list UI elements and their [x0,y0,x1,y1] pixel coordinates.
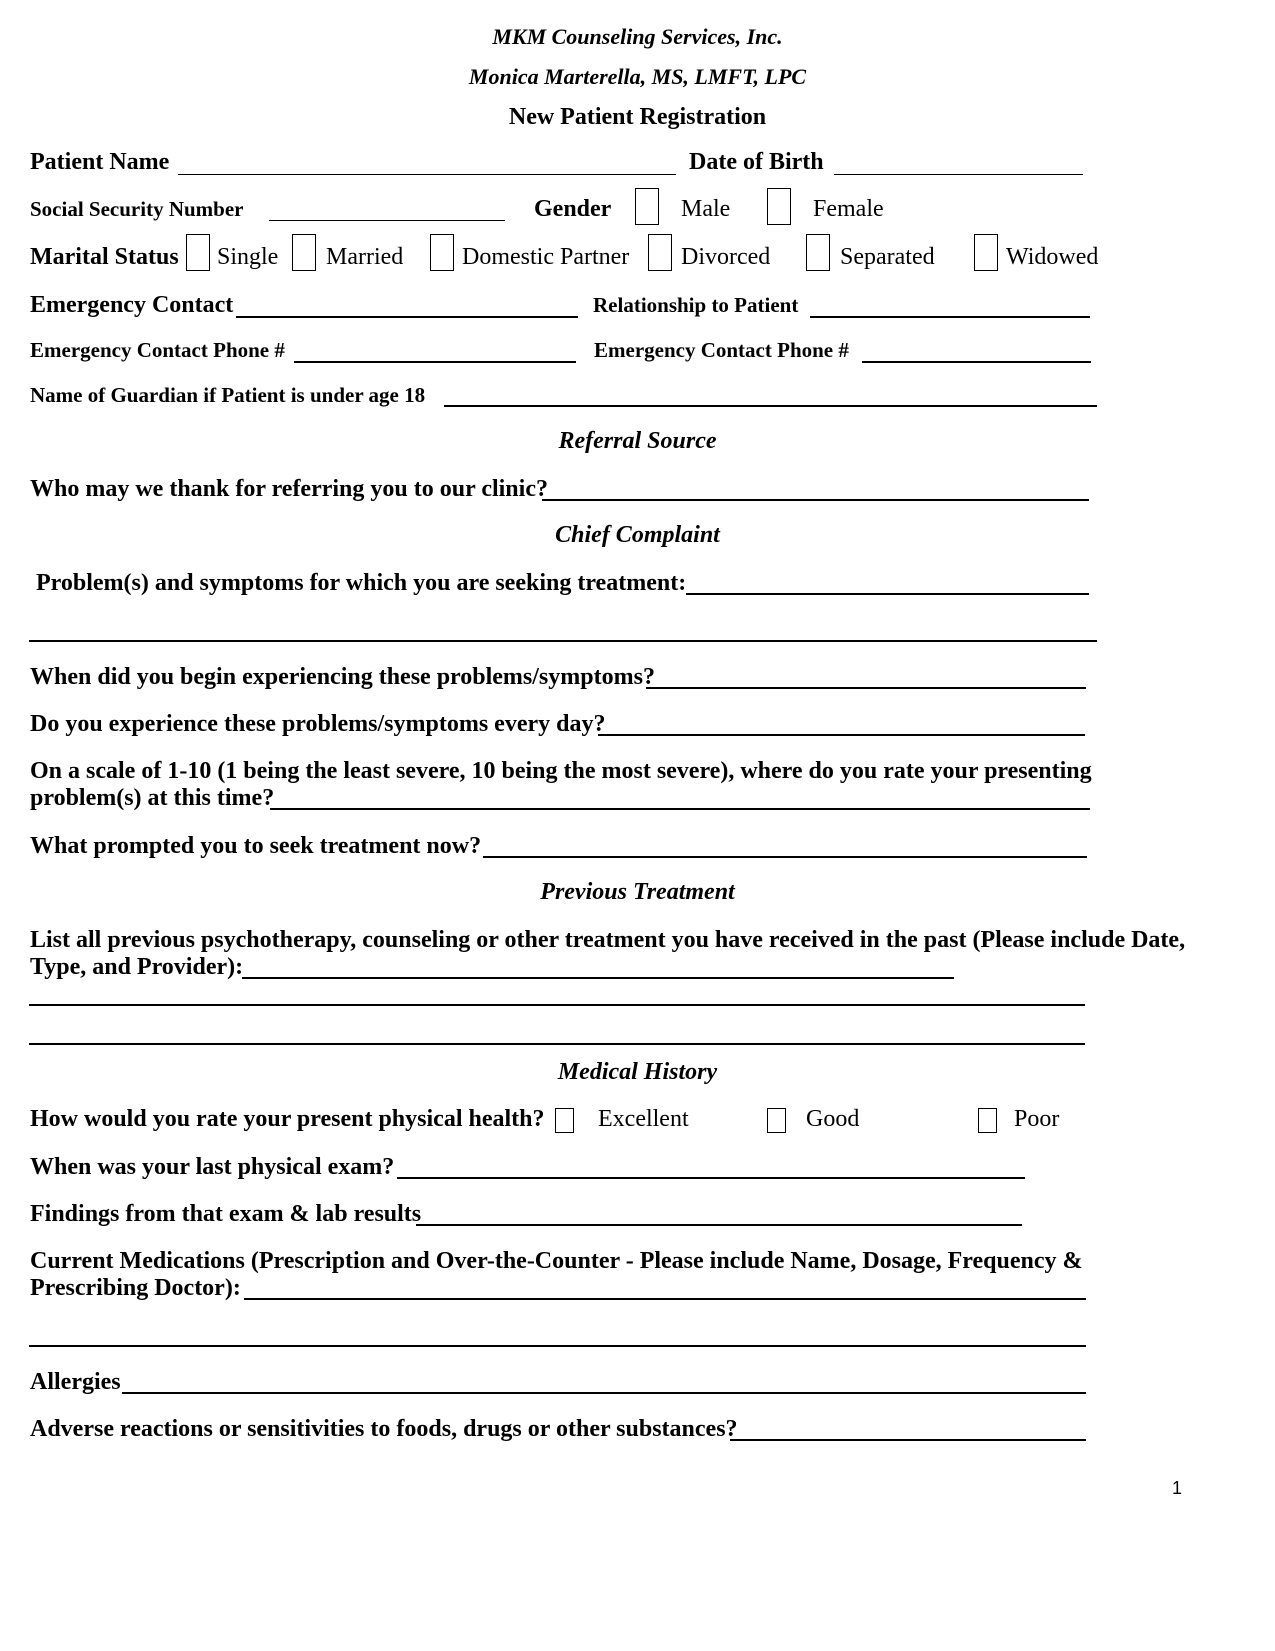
marital-single-label: Single [217,244,279,270]
ssn-field[interactable] [269,220,505,221]
marital-married-checkbox[interactable] [292,234,316,271]
medications-question-line-1: Current Medications (Prescription and Over-the-Counter - Please include Name, Dosage, Frequency & [30,1248,1083,1274]
health-good-label: Good [806,1106,860,1132]
problems-question: Problem(s) and symptoms for which you are seeking treatment: [36,570,687,596]
marital-status-label: Marital Status [30,244,179,270]
medications-field-line-2[interactable] [29,1345,1086,1347]
health-good-checkbox[interactable] [767,1108,786,1133]
medical-history-heading: Medical History [557,1059,718,1085]
prompted-field[interactable] [483,856,1087,858]
last-exam-question: When was your last physical exam? [30,1154,395,1180]
relationship-field[interactable] [810,316,1090,318]
previous-treatment-field[interactable] [242,977,954,979]
daily-question: Do you experience these problems/symptoms every day? [30,711,606,737]
marital-domestic-partner-label: Domestic Partner [462,244,630,270]
daily-field[interactable] [598,734,1085,736]
gender-label: Gender [534,196,612,222]
previous-treatment-field-line-3[interactable] [29,1043,1085,1045]
marital-single-checkbox[interactable] [186,234,210,271]
marital-domestic-partner-checkbox[interactable] [430,234,454,271]
dob-field[interactable] [834,174,1083,175]
health-excellent-label: Excellent [598,1106,689,1132]
guardian-field[interactable] [444,405,1097,407]
severity-question-line-1: On a scale of 1-10 (1 being the least severe, 10 being the most severe), where do you rate your presenting [30,758,1092,784]
previous-treatment-question-line-2: Type, and Provider): [30,954,244,980]
findings-field[interactable] [416,1224,1022,1226]
form-title: New Patient Registration [508,104,767,130]
gender-male-checkbox[interactable] [635,188,659,225]
marital-widowed-checkbox[interactable] [974,234,998,271]
health-excellent-checkbox[interactable] [555,1108,574,1133]
referral-question: Who may we thank for referring you to our clinic? [30,476,548,502]
allergies-field[interactable] [122,1392,1086,1394]
dob-label: Date of Birth [689,149,824,175]
allergies-label: Allergies [30,1369,121,1395]
gender-female-label: Female [813,196,884,222]
problems-field[interactable] [686,593,1089,595]
emergency-contact-field[interactable] [236,316,578,318]
page-number: 1 [1172,1478,1183,1498]
previous-treatment-field-line-2[interactable] [29,1004,1085,1006]
health-poor-label: Poor [1014,1106,1060,1132]
referral-heading: Referral Source [558,428,717,454]
gender-female-checkbox[interactable] [767,188,791,225]
patient-name-label: Patient Name [30,149,170,175]
previous-treatment-heading: Previous Treatment [540,879,735,905]
ssn-label: Social Security Number [30,197,244,221]
emergency-contact-label: Emergency Contact [30,292,234,318]
marital-divorced-checkbox[interactable] [648,234,672,271]
previous-treatment-question-line-1: List all previous psychotherapy, counseling or other treatment you have received in the past (Please include Date, [30,927,1186,953]
marital-widowed-label: Widowed [1006,244,1099,270]
chief-complaint-heading: Chief Complaint [555,522,720,548]
physical-health-question: How would you rate your present physical health? [30,1106,545,1132]
ec-phone-2-label: Emergency Contact Phone # [594,338,849,362]
adverse-reactions-question: Adverse reactions or sensitivities to foods, drugs or other substances? [30,1416,738,1442]
marital-separated-checkbox[interactable] [806,234,830,271]
onset-question: When did you begin experiencing these problems/symptoms? [30,664,655,690]
patient-name-field[interactable] [178,174,676,175]
ec-phone-1-label: Emergency Contact Phone # [30,338,285,362]
ec-phone-2-field[interactable] [862,361,1091,363]
relationship-label: Relationship to Patient [593,293,799,317]
last-exam-field[interactable] [397,1177,1025,1179]
medications-field[interactable] [244,1298,1086,1300]
provider-name: Monica Marterella, MS, LMFT, LPC [468,64,807,89]
severity-question-line-2: problem(s) at this time? [30,785,275,811]
health-poor-checkbox[interactable] [978,1108,997,1133]
medications-question-line-2: Prescribing Doctor): [30,1275,241,1301]
referral-field[interactable] [542,499,1089,501]
marital-married-label: Married [326,244,404,270]
ec-phone-1-field[interactable] [294,361,576,363]
marital-divorced-label: Divorced [681,244,771,270]
severity-field[interactable] [270,808,1090,810]
problems-field-line-2[interactable] [29,640,1097,642]
marital-separated-label: Separated [840,244,935,270]
findings-question: Findings from that exam & lab results [30,1201,422,1227]
prompted-question: What prompted you to seek treatment now? [30,833,482,859]
guardian-label: Name of Guardian if Patient is under age 18 [30,383,426,407]
adverse-reactions-field[interactable] [730,1439,1086,1441]
gender-male-label: Male [681,196,731,222]
org-name: MKM Counseling Services, Inc. [492,24,783,49]
onset-field[interactable] [646,687,1086,689]
